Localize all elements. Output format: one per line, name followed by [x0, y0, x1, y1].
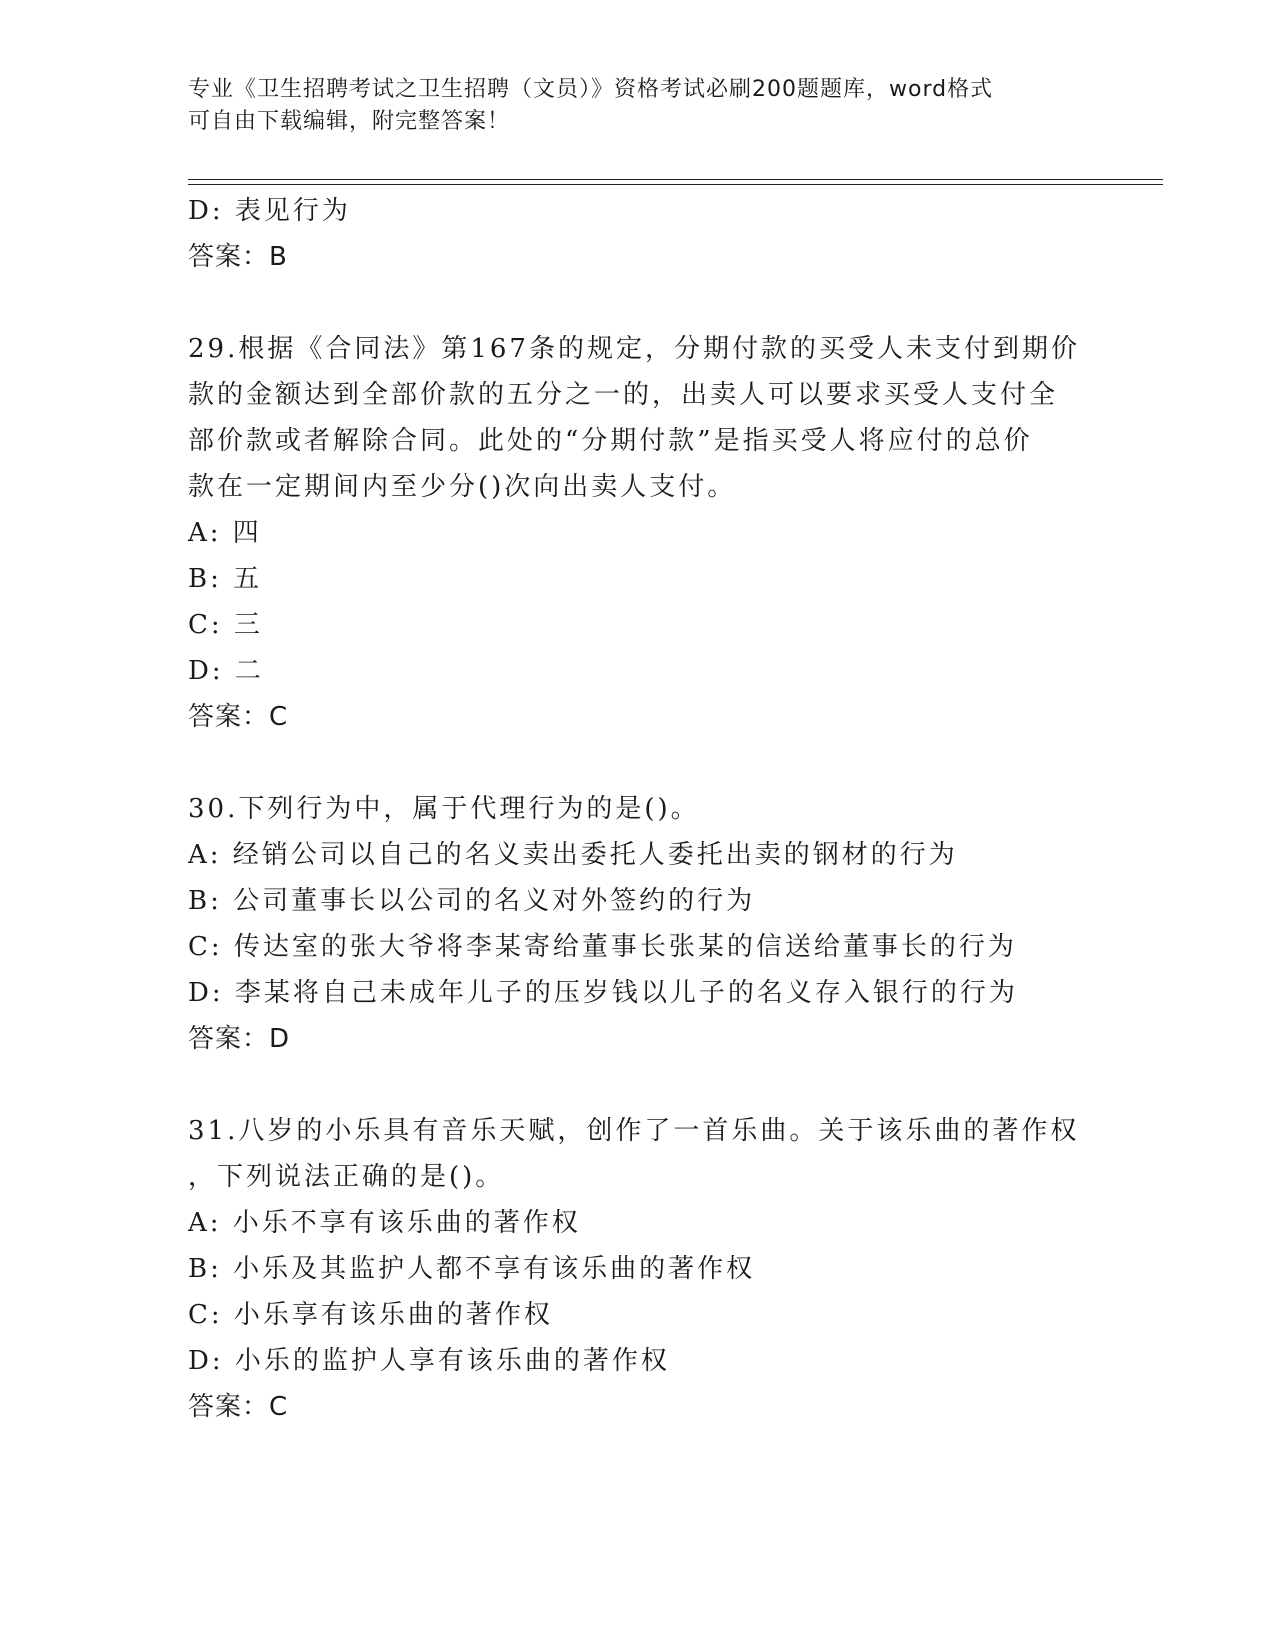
stem-line: 31.八岁的小乐具有音乐天赋，创作了一首乐曲。关于该乐曲的著作权: [188, 1116, 1080, 1146]
option-a: A: 经销公司以自己的名义卖出委托人委托出卖的钢材的行为: [188, 840, 958, 870]
previous-question-tail: [188, 188, 1088, 280]
question-stem: [188, 1108, 1088, 1200]
question-stem: [188, 326, 1088, 510]
question-29: [188, 326, 1088, 740]
option-d: D: 二: [188, 656, 264, 686]
question-30: [188, 786, 1088, 1062]
stem-line: 部价款或者解除合同。此处的“分期付款”是指买受人将应付的总价: [188, 426, 1033, 456]
stem-line: ，下列说法正确的是()。: [188, 1162, 505, 1192]
document-header: [188, 74, 1088, 138]
header-rule-top: [188, 179, 1163, 180]
header-rule-bottom: [188, 184, 1163, 185]
question-31: [188, 1108, 1088, 1430]
option-c: C: 小乐享有该乐曲的著作权: [188, 1300, 553, 1330]
option-b: B: 小乐及其监护人都不享有该乐曲的著作权: [188, 1254, 756, 1284]
option-d: D: 李某将自己未成年儿子的压岁钱以儿子的名义存入银行的行为: [188, 978, 1018, 1008]
answer: 答案：D: [188, 1024, 291, 1054]
stem-line: 30.下列行为中，属于代理行为的是()。: [188, 794, 700, 824]
option-d: D: 小乐的监护人享有该乐曲的著作权: [188, 1346, 670, 1376]
option-a: A: 四: [188, 518, 262, 548]
option-c: C: 传达室的张大爷将李某寄给董事长张某的信送给董事长的行为: [188, 932, 1017, 962]
option-b: B: 公司董事长以公司的名义对外签约的行为: [188, 886, 756, 916]
option-c: C: 三: [188, 610, 263, 640]
stem-line: 29.根据《合同法》第167条的规定，分期付款的买受人未支付到期价: [188, 334, 1080, 364]
option-d: D: 表见行为: [188, 196, 351, 226]
header-line-2: 可自由下载编辑，附完整答案！: [188, 109, 511, 134]
stem-line: 款的金额达到全部价款的五分之一的，出卖人可以要求买受人支付全: [188, 380, 1059, 410]
option-a: A: 小乐不享有该乐曲的著作权: [188, 1208, 581, 1238]
question-stem: [188, 786, 1088, 832]
document-body: [188, 188, 1088, 1430]
stem-line: 款在一定期间内至少分()次向出卖人支付。: [188, 472, 737, 502]
header-line-1: 专业《卫生招聘考试之卫生招聘（文员）》资格考试必刷200题题库，word格式: [188, 77, 994, 102]
answer: 答案：C: [188, 1392, 289, 1422]
option-b: B: 五: [188, 564, 263, 594]
answer: 答案：B: [188, 242, 288, 272]
answer: 答案：C: [188, 702, 289, 732]
